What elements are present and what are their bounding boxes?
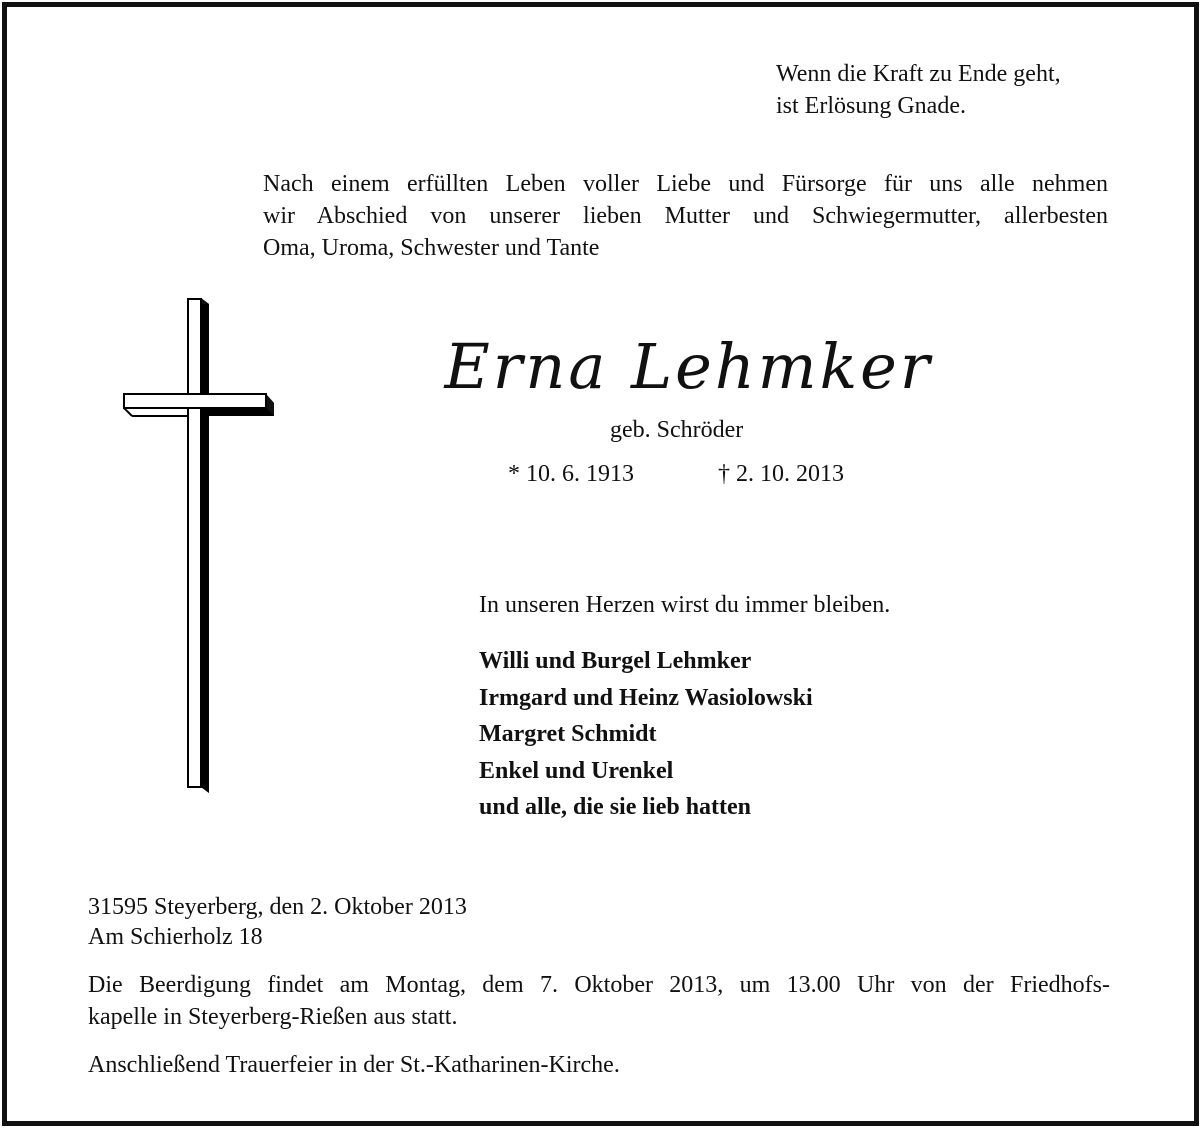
- cross-icon: [120, 295, 280, 795]
- intro-text: [263, 168, 1108, 264]
- death-date: † 2. 10. 2013: [718, 461, 844, 487]
- list-item: Enkel und Urenkel: [479, 757, 674, 784]
- motto-line: Wenn die Kraft zu Ende geht,: [776, 61, 1061, 87]
- list-item: Willi und Burgel Lehmker: [479, 648, 752, 674]
- list-item: Margret Schmidt: [479, 721, 657, 747]
- maiden-name: geb. Schröder: [610, 417, 744, 443]
- memorial-quote: In unseren Herzen wirst du immer bleiben.: [479, 592, 891, 618]
- list-item: Irmgard und Heinz Wasiolowski: [479, 684, 813, 711]
- mourners-list: [479, 643, 813, 826]
- street-address: Am Schierholz 18: [88, 924, 263, 950]
- funeral-line: kapelle in Steyerberg-Rießen aus statt.: [88, 1004, 458, 1030]
- motto: [776, 58, 1061, 122]
- intro-line: Nach einem erfüllten Leben voller Liebe und Fürsorge für uns alle nehmen: [263, 171, 1108, 197]
- motto-line: ist Erlösung Gnade.: [776, 93, 966, 119]
- place-date: 31595 Steyerberg, den 2. Oktober 2013: [88, 894, 467, 920]
- list-item: und alle, die sie lieb hatten: [479, 794, 752, 820]
- funeral-line: Die Beerdigung findet am Montag, dem 7. Oktober 2013, um 13.00 Uhr von der Friedhofs-: [88, 972, 1110, 998]
- birth-date: * 10. 6. 1913: [508, 461, 634, 487]
- afterward-notice: Anschließend Trauerfeier in der St.-Katharinen-Kirche.: [88, 1052, 620, 1078]
- deceased-name: Erna Lehmker: [444, 330, 933, 403]
- funeral-notice: [88, 969, 1110, 1033]
- intro-line: Oma, Uroma, Schwester und Tante: [263, 235, 600, 261]
- intro-line: wir Abschied von unserer lieben Mutter und Schwiegermutter, allerbesten: [263, 203, 1108, 229]
